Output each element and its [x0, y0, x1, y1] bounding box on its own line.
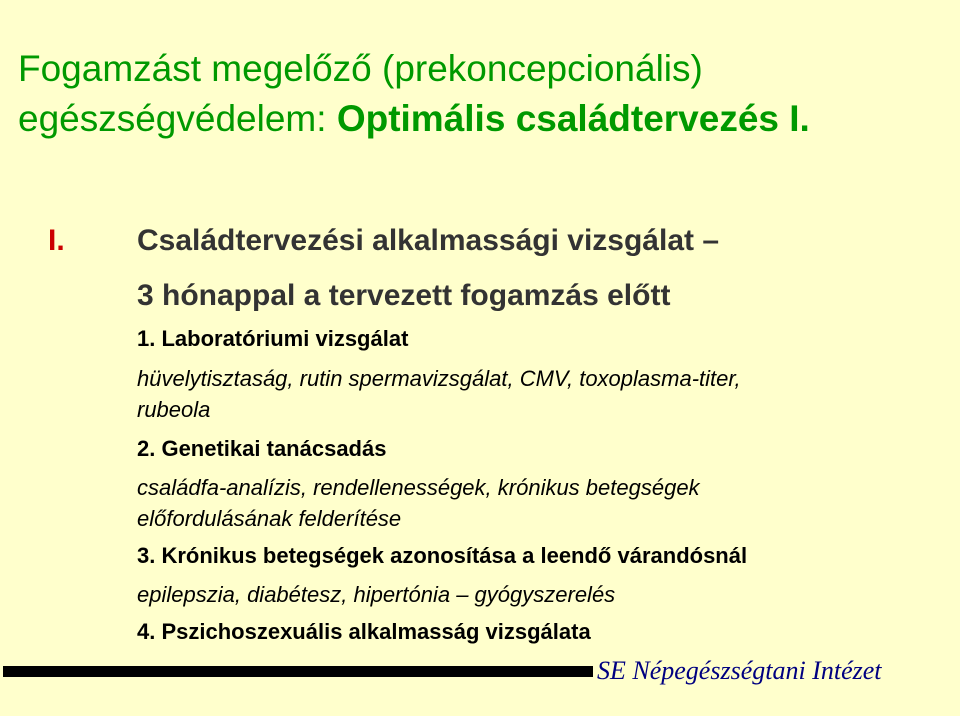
item-3-label: 3. Krónikus betegségek azonosítása a leendő várandósnál: [137, 543, 748, 568]
item-2-label: 2. Genetikai tanácsadás: [137, 436, 387, 461]
item-4-label: 4. Pszichoszexuális alkalmasság vizsgálata: [137, 619, 591, 644]
footer-divider: [3, 666, 593, 677]
title-line-2-plain: egészségvédelem:: [18, 98, 337, 139]
item-2-desc-line-1: családfa-analízis, rendellenességek, krónikus betegségek: [137, 475, 700, 500]
slide-title: [18, 44, 938, 144]
section-heading-line-1: Családtervezési alkalmassági vizsgálat –: [137, 224, 720, 257]
section-numeral: I.: [48, 224, 65, 257]
item-3-desc-line-1: epilepszia, diabétesz, hipertónia – gyógyszerelés: [137, 582, 616, 607]
section-heading-line-2: 3 hónappal a tervezett fogamzás előtt: [137, 279, 671, 312]
item-2-desc-line-2: előfordulásának felderítése: [137, 506, 402, 531]
title-line-1: Fogamzást megelőző (prekoncepcionális): [18, 48, 703, 89]
item-1-label: 1. Laboratóriumi vizsgálat: [137, 326, 409, 351]
footer-institute: SE Népegészségtani Intézet: [597, 656, 882, 685]
title-line-2-bold: Optimális családtervezés I.: [336, 98, 810, 139]
item-1-desc-line-2: rubeola: [137, 397, 211, 422]
item-1-desc-line-1: hüvelytisztaság, rutin spermavizsgálat, CMV, toxoplasma-titer,: [137, 366, 741, 391]
